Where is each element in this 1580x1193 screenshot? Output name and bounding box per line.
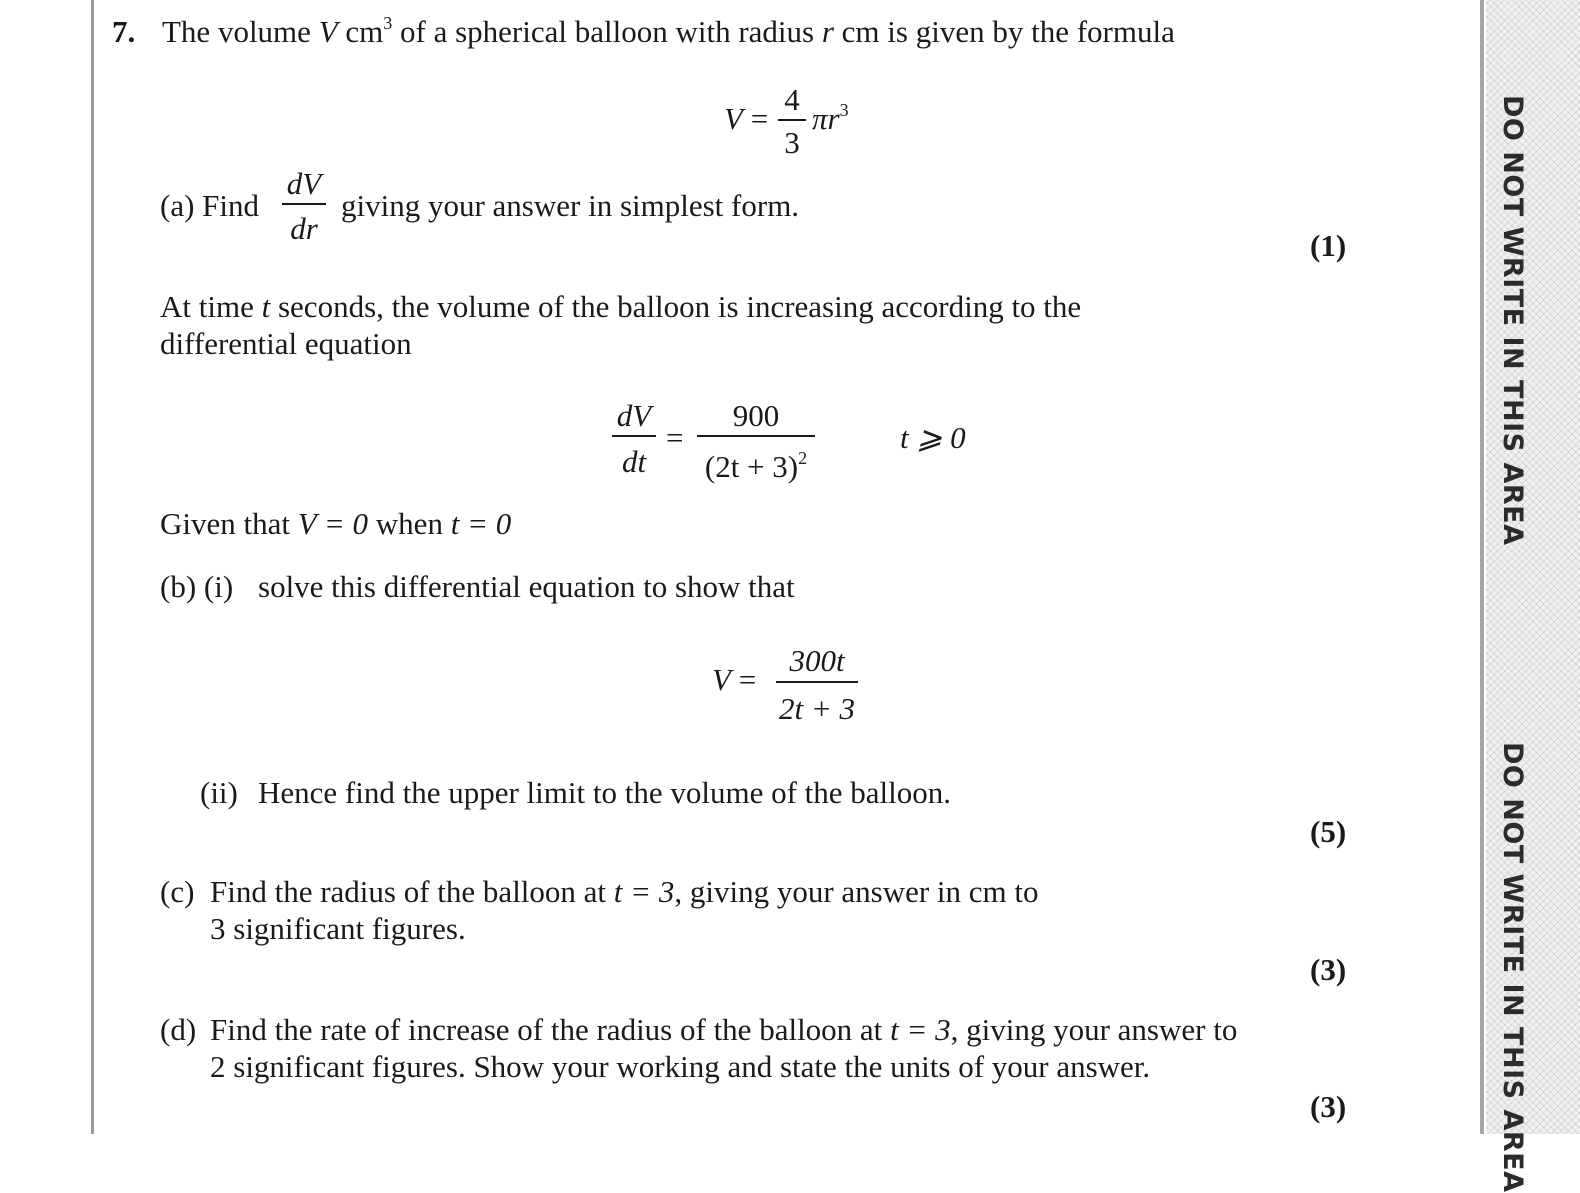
right-margin-rule [1480, 0, 1484, 1134]
part-a-label: (a) Find [160, 188, 260, 223]
dr-denominator: dr [290, 211, 318, 246]
part-c-line-2: 3 significant figures. [210, 911, 466, 946]
left-margin [0, 0, 91, 1134]
context-line-2: differential equation [160, 326, 412, 361]
part-b-marks: (5) [1310, 814, 1347, 849]
part-d-line-1: Find the rate of increase of the radius of the balloon at t = 3, giving your answer to [210, 1012, 1238, 1047]
given-condition: Given that V = 0 when t = 0 [160, 506, 512, 541]
fraction-bar [776, 681, 858, 683]
margin-notice-top: DO NOT WRITE IN THIS AREA [1497, 95, 1528, 546]
part-c-marks: (3) [1310, 952, 1347, 987]
part-a-marks: (1) [1310, 228, 1347, 263]
context-line-1: At time t seconds, the volume of the balloon is increasing according to the [160, 289, 1082, 324]
part-b-i-text: solve this differential equation to show that [258, 569, 795, 604]
dv-numerator: dV [286, 166, 322, 201]
de-condition: t ⩾ 0 [900, 420, 966, 455]
part-d-line-2: 2 significant figures. Show your working and state the units of your answer. [210, 1049, 1151, 1084]
part-b-ii-text: Hence find the upper limit to the volume of the balloon. [258, 775, 952, 810]
left-margin-rule [91, 0, 94, 1134]
part-b-ii-label: (ii) [200, 775, 238, 810]
part-d-label: (d) [160, 1012, 197, 1047]
frac-numerator: 4 [784, 82, 800, 117]
frac-denominator: 3 [784, 125, 800, 160]
fraction-bar [697, 435, 815, 437]
fraction-bar [778, 119, 806, 121]
question-number: 7. [112, 14, 136, 49]
question-intro: The volume V $cm^3$ of a spherical balloon with radius r cm is given by the formula [162, 13, 1175, 49]
part-a-text: giving your answer in simplest form. [341, 188, 800, 223]
fraction-bar [612, 435, 656, 437]
fraction-bar [282, 203, 326, 205]
part-d-marks: (3) [1310, 1089, 1347, 1124]
part-c-line-1: Find the radius of the balloon at t = 3, giving your answer in cm to [210, 874, 1039, 909]
part-b-i-label: (b) (i) [160, 569, 234, 604]
part-c-label: (c) [160, 874, 195, 909]
margin-notice-bottom: DO NOT WRITE IN THIS AREA [1497, 742, 1528, 1193]
